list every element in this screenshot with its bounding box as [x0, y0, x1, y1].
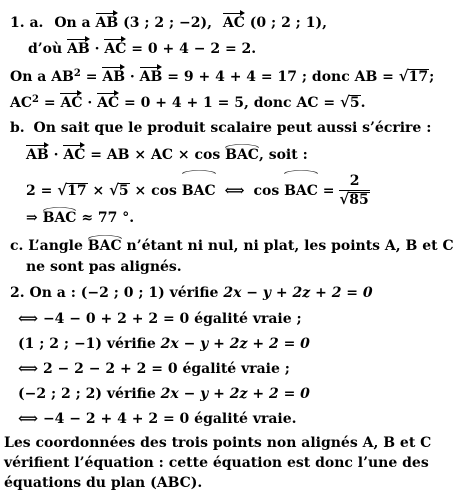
q1c-label: c. [10, 238, 24, 254]
q1a-label: 1. a. [10, 15, 44, 31]
conclusion-line-2: vérifient l’équation : cette équation est donc l’une des [4, 455, 429, 471]
q2-line-3: (1 ; 2 ; −1) vérifie 2x − y + 2z + 2 = 0 [18, 336, 310, 352]
sqrt-sign: √ [398, 67, 409, 85]
vector-ab: AB [96, 12, 119, 31]
q1a-line-3: On a $AB^2$ = AB · AB = 9 + 4 + 4 = 17 ; donc AB = √17; [10, 67, 435, 85]
angle-bac: BAC [225, 147, 259, 163]
q1a-line-1: 1. a. On a AB (3 ; 2 ; −2), AC (0 ; 2 ; 1), [10, 12, 327, 33]
q1a-line-4: $AC^2$ = AC · AC = 0 + 4 + 1 = 5, donc AC = √5. [10, 93, 366, 111]
q1b-line-1: b. On sait que le produit scalaire peut aussi s’écrire : [10, 120, 432, 136]
q1c-line-2: ne sont pas alignés. [26, 259, 182, 275]
q2-line-5: (−2 ; 2 ; 2) vérifie 2x − y + 2z + 2 = 0 [18, 386, 310, 402]
fraction: $\frac{2}{√85}$ [339, 173, 369, 208]
q1c-line-1: c. L’angle BAC n’étant ni nul, ni plat, les points A, B et C [10, 238, 454, 254]
sqrt-sign: √ [339, 93, 350, 111]
q2-line-4: ⟺ 2 − 2 − 2 + 2 = 0 égalité vraie ; [18, 361, 290, 377]
q2-line-2: ⟺ −4 − 0 + 2 + 2 = 0 égalité vraie ; [18, 311, 302, 327]
q2-line-1: 2. On a : (−2 ; 0 ; 1) vérifie 2x − y + 2z + 2 = 0 [10, 285, 373, 301]
q2-label: 2. [10, 285, 25, 301]
q1b-line-2: AB · AC = AB × AC × cos BAC, soit : [26, 144, 308, 165]
vector-ac: AC [223, 12, 245, 31]
q1a-line-2: d’où AB · AC = 0 + 4 − 2 = 2. [28, 38, 256, 59]
q2-line-6: ⟺ −4 − 2 + 4 + 2 = 0 égalité vraie. [18, 411, 297, 427]
q1b-line-4: ⇒ BAC ≈ 77 °. [26, 210, 135, 226]
q1b-label: b. [10, 120, 25, 136]
q1b-line-3: 2 = √17 × √5 × cos BAC ⟺ cos BAC = $\frac{2}{√85}$ [26, 170, 370, 211]
conclusion-line-3: équations du plan (ABC). [4, 475, 203, 491]
conclusion-line-1: Les coordonnées des trois points non alignés A, B et C [4, 435, 432, 451]
